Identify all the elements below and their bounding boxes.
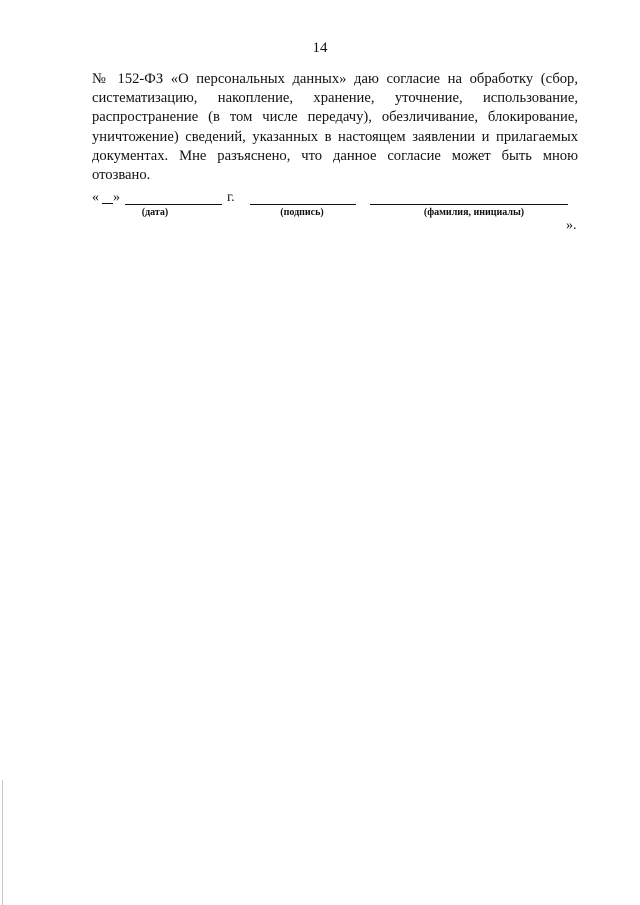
paragraph-line: отозвано.	[92, 167, 151, 184]
date-close-quote: »	[113, 190, 120, 205]
paragraph-line: уничтожение) сведений, указанных в настоящем заявлении и прилагаемых	[92, 128, 578, 145]
year-suffix: г.	[227, 190, 235, 205]
name-line	[370, 204, 568, 205]
consent-paragraph	[92, 70, 578, 185]
date-caption: (дата)	[141, 207, 169, 218]
closing-quote: ».	[566, 218, 577, 233]
signature-line	[250, 204, 356, 205]
day-line	[102, 203, 113, 204]
date-line	[125, 204, 222, 205]
signature-caption: (подпись)	[280, 207, 324, 218]
scan-edge-line	[2, 780, 3, 905]
paragraph-line: № 152-ФЗ «О персональных данных» даю согласие на обработку (сбор,	[92, 71, 578, 87]
paragraph-line: систематизацию, накопление, хранение, уточнение, использование,	[92, 90, 578, 107]
paragraph-line: распространение (в том числе передачу), обезличивание, блокирование,	[92, 109, 578, 126]
page-number: 14	[312, 40, 328, 56]
paragraph-line: документах. Мне разъяснено, что данное согласие может быть мною	[92, 147, 578, 164]
date-open-quote: «	[92, 190, 99, 205]
name-caption: (фамилия, инициалы)	[423, 207, 525, 218]
